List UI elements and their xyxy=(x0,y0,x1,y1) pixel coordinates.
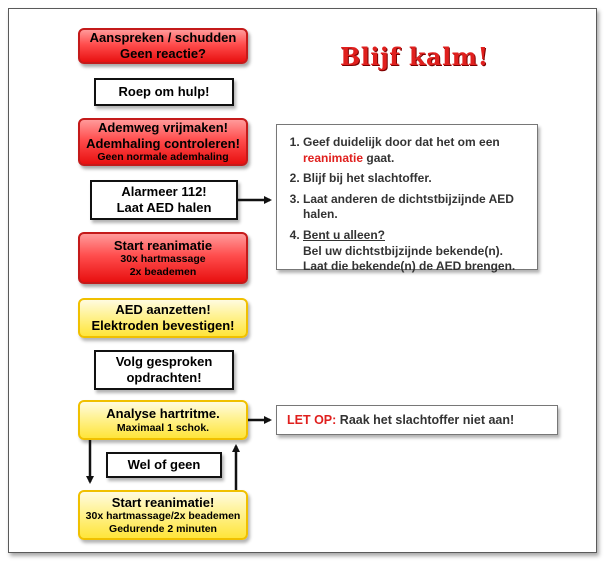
step-line: Laat AED halen xyxy=(116,200,212,215)
step-line: Analyse hartritme. xyxy=(106,405,220,421)
instruction-text: gaat. xyxy=(366,150,395,165)
step-line: Maximaal 1 schok. xyxy=(116,421,210,434)
instruction-text: Laat die bekende(n) de AED brengen. xyxy=(303,259,516,274)
step-line: AED aanzetten! xyxy=(115,302,211,318)
instruction-text: Laat anderen de dichtstbijzijnde AED halen. xyxy=(303,191,514,222)
title: Blijf kalm! xyxy=(340,42,489,71)
step-line: Ademweg vrijmaken! xyxy=(97,120,229,136)
instruction-heading: Bent u alleen? xyxy=(303,227,386,242)
instruction-text: Blijf bij het slachtoffer. xyxy=(303,171,432,186)
step-line: 30x hartmassage xyxy=(120,253,206,266)
step-line: Roep om hulp! xyxy=(118,84,210,100)
step-line: Start reanimatie xyxy=(113,237,213,253)
step-line: Geen reactie? xyxy=(120,46,206,61)
warning-label: LET OP: xyxy=(287,413,337,427)
step-line: Ademhaling controleren! xyxy=(86,135,240,151)
instruction-text: Geef duidelijk door dat het om een xyxy=(303,135,500,149)
step-line: 2x beademen xyxy=(129,265,197,278)
step-line: opdrachten! xyxy=(126,370,202,385)
step-line: Aanspreken / schudden xyxy=(89,30,237,46)
warning-text: Raak het slachtoffer niet aan! xyxy=(339,413,515,427)
step-line: Start reanimatie! xyxy=(111,494,215,510)
instruction-text: Bel uw dichtstbijzijnde bekende(n). xyxy=(303,243,504,258)
step-line: Geen normale ademhaling xyxy=(97,151,229,164)
reanimatie-highlight: reanimatie xyxy=(303,150,364,165)
step-line: Gedurende 2 minuten xyxy=(109,522,217,535)
step-line: 30x hartmassage/2x beademen xyxy=(85,510,241,523)
step-line: Elektroden bevestigen! xyxy=(91,318,235,333)
step-line: Volg gesproken xyxy=(115,354,213,370)
step-line: Alarmeer 112! xyxy=(121,184,207,200)
step-line: Wel of geen xyxy=(127,457,201,473)
